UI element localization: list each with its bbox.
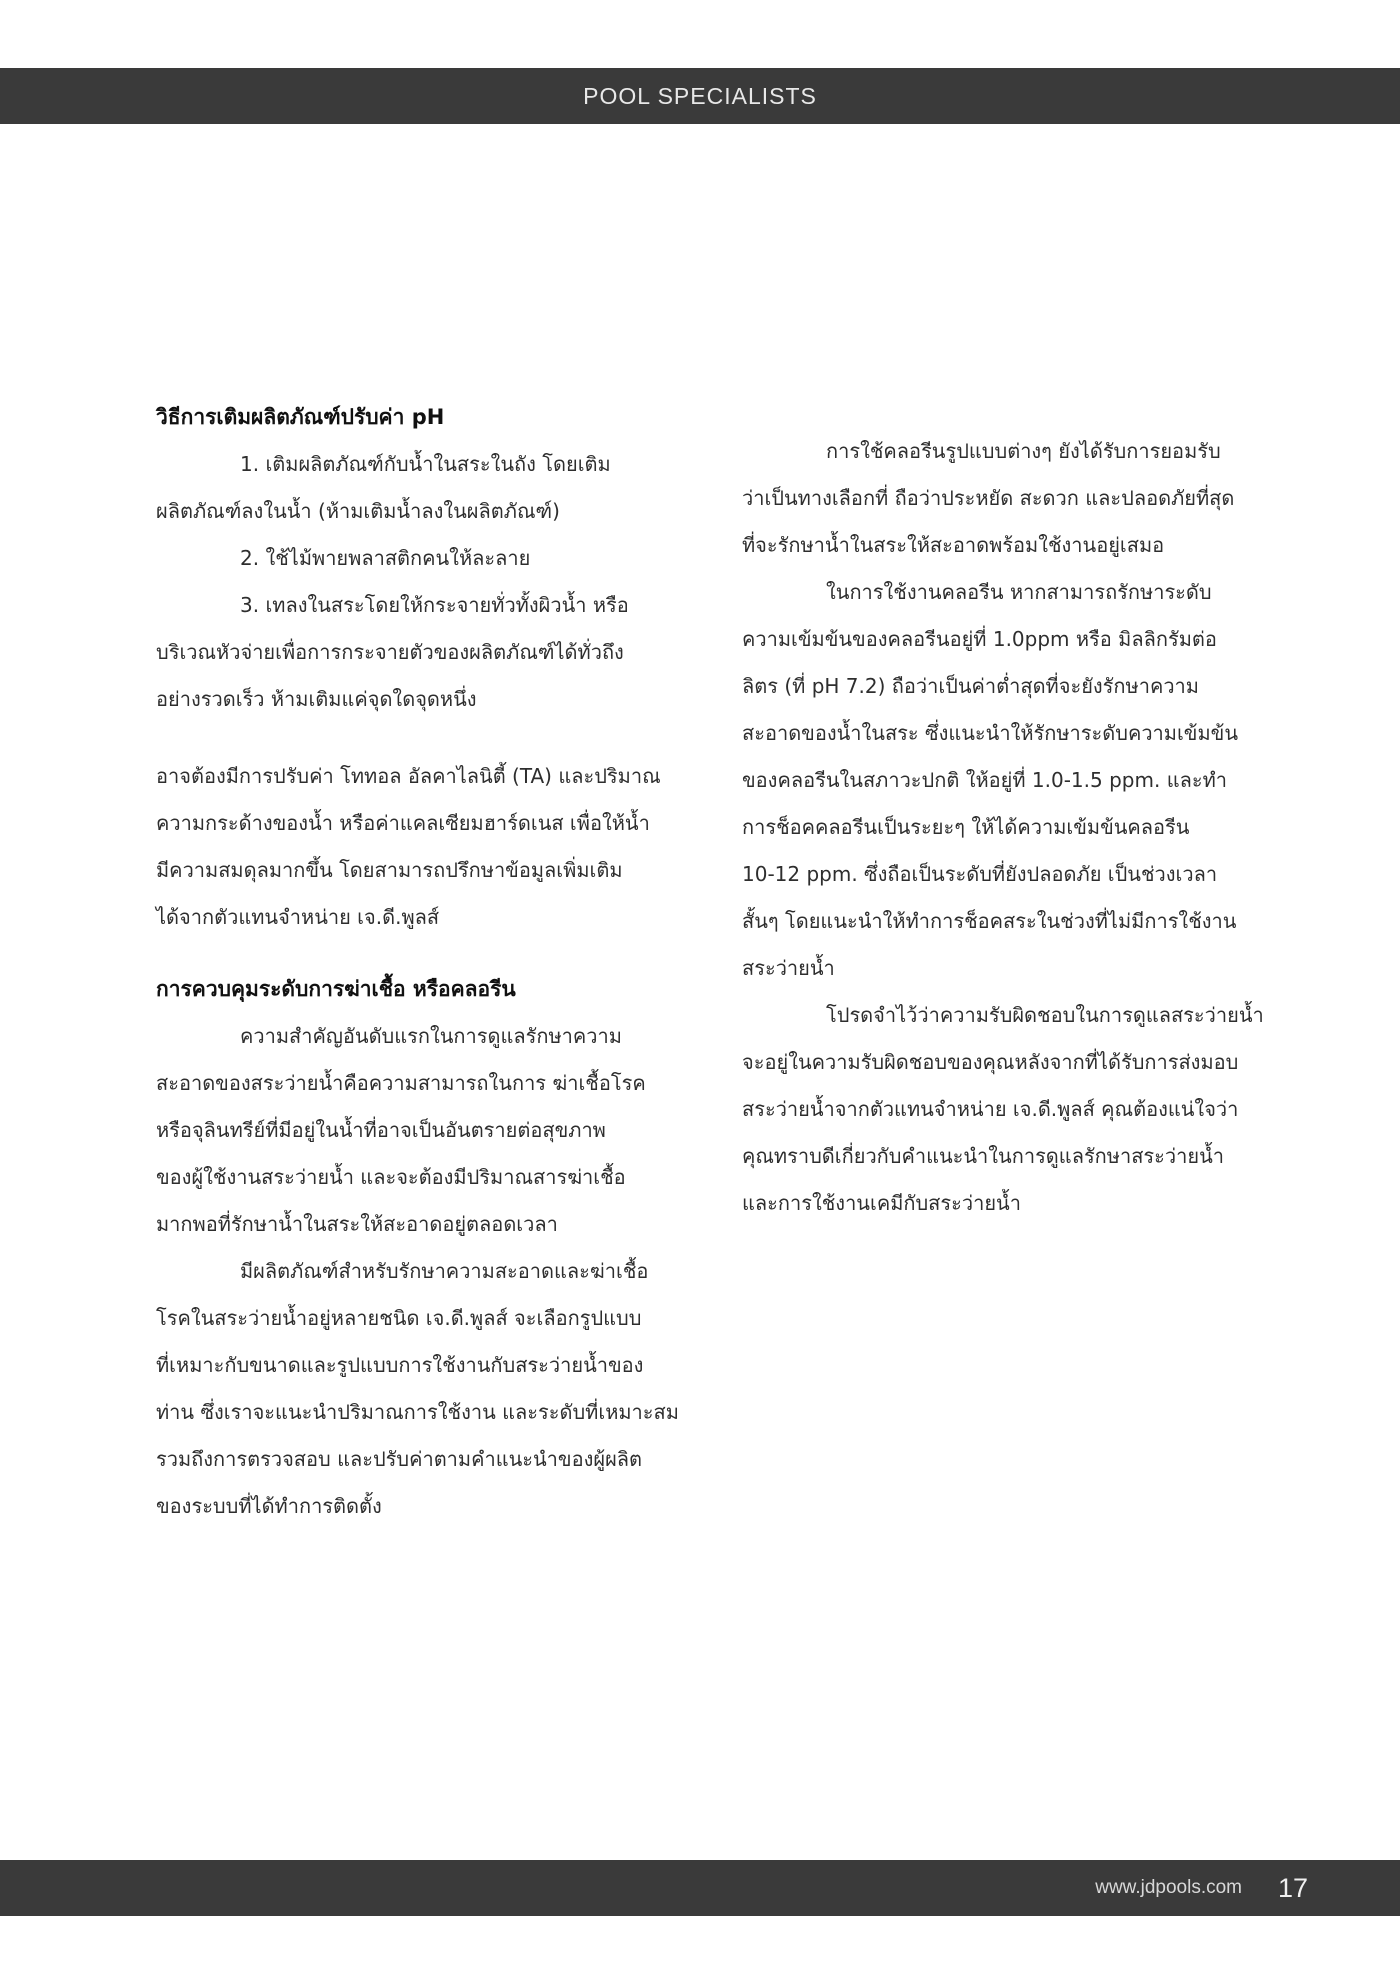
paragraph-line: ท่าน ซึ่งเราจะแนะนำปริมาณการใช้งาน และระดับที่เหมาะสม [156, 1400, 679, 1424]
footer-url-link[interactable]: www.jdpools.com [1095, 1877, 1242, 1898]
paragraph-line: สะอาดของสระว่ายน้ำคือความสามารถในการ ฆ่าเชื้อโรค [156, 1071, 646, 1095]
page-number: 17 [1277, 1873, 1308, 1903]
paragraph-line: ในการใช้งานคลอรีน หากสามารถรักษาระดับ [826, 580, 1212, 604]
paragraph-line: บริเวณหัวจ่ายเพื่อการกระจายตัวของผลิตภัณฑ์ได้ทั่วถึง [156, 640, 624, 664]
footer-bar [0, 1860, 1400, 1916]
paragraph-line: การใช้คลอรีนรูปแบบต่างๆ ยังได้รับการยอมรับ [826, 439, 1221, 463]
paragraph-line: 2. ใช้ไม้พายพลาสติกคนให้ละลาย [240, 546, 531, 570]
paragraph-line: สั้นๆ โดยแนะนำให้ทำการช็อคสระในช่วงที่ไม่มีการใช้งาน [742, 909, 1237, 933]
paragraph-line: จะอยู่ในความรับผิดชอบของคุณหลังจากที่ได้รับการส่งมอบ [742, 1050, 1239, 1074]
paragraph-line: โรคในสระว่ายน้ำอยู่หลายชนิด เจ.ดี.พูลส์ จะเลือกรูปแบบ [156, 1306, 642, 1330]
left-column [156, 394, 679, 1530]
paragraph-line: การช็อคคลอรีนเป็นระยะๆ ให้ได้ความเข้มข้นคลอรีน [742, 815, 1190, 839]
paragraph-line: 10-12 ppm. ซึ่งถือเป็นระดับที่ยังปลอดภัย เป็นช่วงเวลา [742, 862, 1218, 886]
section-heading-chlorine: การควบคุมระดับการฆ่าเชื้อ หรือคลอรีน [156, 977, 516, 1001]
paragraph-line: ลิตร (ที่ pH 7.2) ถือว่าเป็นค่าต่ำสุดที่จะยังรักษาความ [742, 674, 1199, 698]
paragraph-line: 1. เติมผลิตภัณฑ์กับน้ำในสระในถัง โดยเติม [240, 452, 611, 476]
section-heading-ph: วิธีการเติมผลิตภัณฑ์ปรับค่า pH [156, 405, 445, 429]
paragraph-line: ว่าเป็นทางเลือกที่ ถือว่าประหยัด สะดวก และปลอดภัยที่สุด [742, 486, 1235, 510]
paragraph-line: สะอาดของน้ำในสระ ซึ่งแนะนำให้รักษาระดับความเข้มข้น [742, 721, 1239, 745]
right-column [742, 428, 1274, 1227]
paragraph-line: มีผลิตภัณฑ์สำหรับรักษาความสะอาดและฆ่าเชื้อ [240, 1259, 649, 1283]
header-bar [0, 68, 1400, 124]
paragraph-line: อย่างรวดเร็ว ห้ามเติมแค่จุดใดจุดหนึ่ง [156, 687, 477, 711]
paragraph-line: ที่เหมาะกับขนาดและรูปแบบการใช้งานกับสระว่ายน้ำของ [156, 1353, 644, 1377]
paragraph-line: มากพอที่รักษาน้ำในสระให้สะอาดอยู่ตลอดเวลา [156, 1212, 558, 1236]
paragraph-line: หรือจุลินทรีย์ที่มีอยู่ในน้ำที่อาจเป็นอันตรายต่อสุขภาพ [156, 1118, 606, 1142]
note-line: ความกระด้างของน้ำ หรือค่าแคลเซียมฮาร์ดเนส เพื่อให้น้ำ [156, 811, 650, 835]
paragraph-line: สระว่ายน้ำจากตัวแทนจำหน่าย เจ.ดี.พูลส์ คุณต้องแน่ใจว่า [742, 1097, 1239, 1121]
paragraph-line: รวมถึงการตรวจสอบ และปรับค่าตามคำแนะนำของผู้ผลิต [156, 1447, 643, 1471]
paragraph-line: ผลิตภัณฑ์ลงในน้ำ (ห้ามเติมน้ำลงในผลิตภัณฑ์) [156, 499, 560, 523]
paragraph-line: ความสำคัญอันดับแรกในการดูแลรักษาความ [240, 1024, 622, 1048]
paragraph-line: คุณทราบดีเกี่ยวกับคำแนะนำในการดูแลรักษาสระว่ายน้ำ [742, 1144, 1224, 1168]
paragraph-line: ความเข้มข้นของคลอรีนอยู่ที่ 1.0ppm หรือ มิลลิกรัมต่อ [742, 627, 1217, 651]
note-line: อาจต้องมีการปรับค่า โททอล อัลคาไลนิตี้ (TA) และปริมาณ [156, 764, 661, 788]
paragraph-line: ที่จะรักษาน้ำในสระให้สะอาดพร้อมใช้งานอยู่เสมอ [742, 533, 1165, 557]
paragraph-line: ของระบบที่ได้ทำการติดตั้ง [156, 1494, 382, 1518]
paragraph-line: และการใช้งานเคมีกับสระว่ายน้ำ [742, 1191, 1021, 1215]
paragraph-line: สระว่ายน้ำ [742, 956, 835, 980]
header-title: POOL SPECIALISTS [583, 82, 817, 109]
note-line: มีความสมดุลมากขึ้น โดยสามารถปรึกษาข้อมูลเพิ่มเติม [156, 858, 623, 882]
paragraph-line: ของคลอรีนในสภาวะปกติ ให้อยู่ที่ 1.0-1.5 ppm. และทำ [742, 768, 1227, 792]
paragraph-line: โปรดจำไว้ว่าความรับผิดชอบในการดูแลสระว่ายน้ำ [826, 1003, 1264, 1027]
paragraph-line: ของผู้ใช้งานสระว่ายน้ำ และจะต้องมีปริมาณสารฆ่าเชื้อ [156, 1165, 626, 1189]
paragraph-line: 3. เทลงในสระโดยให้กระจายทั่วทั้งผิวน้ำ หรือ [240, 593, 629, 617]
note-line: ได้จากตัวแทนจำหน่าย เจ.ดี.พูลส์ [156, 905, 440, 929]
